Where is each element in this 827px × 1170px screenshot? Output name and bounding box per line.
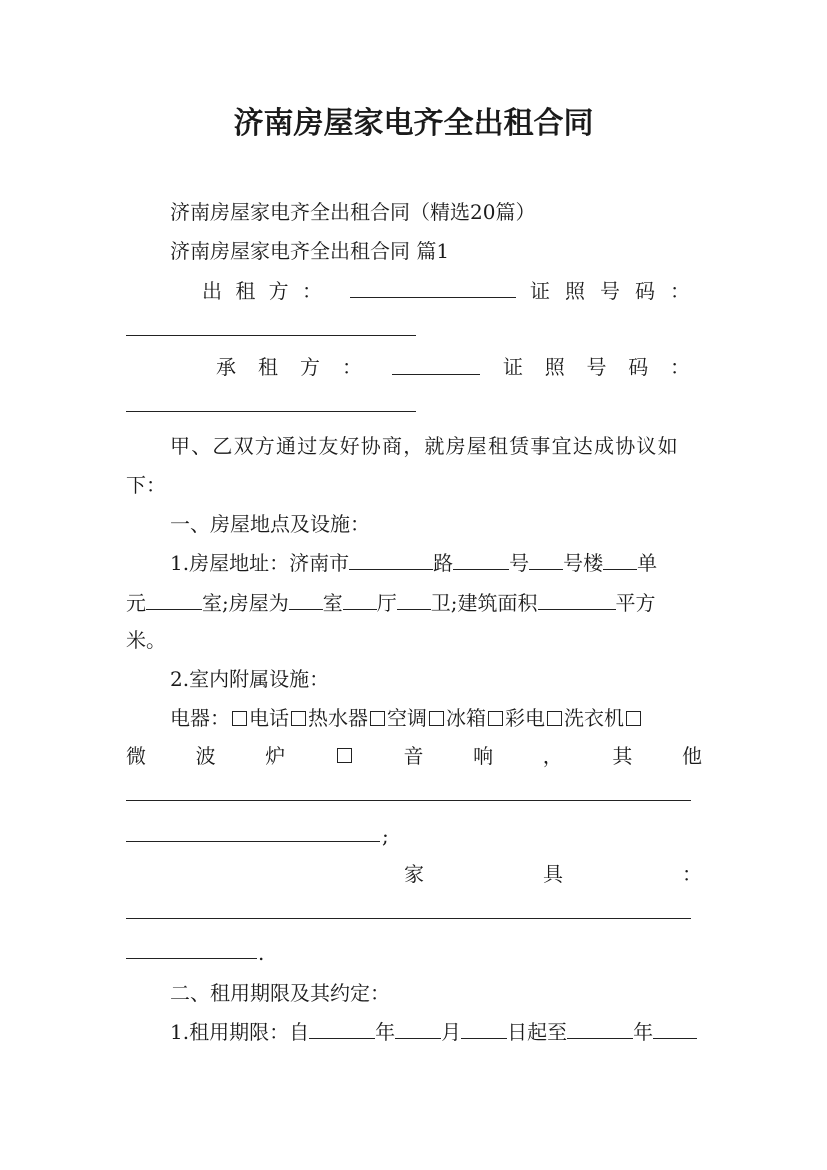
lessee-name-blank[interactable] <box>392 374 480 375</box>
lessor-name-blank[interactable] <box>350 297 516 298</box>
lessor-id-label: 证 照 号 码 ： <box>530 279 690 303</box>
address-line-2: 元 室;房屋为 室 厅 卫;建筑面积 平方 <box>126 591 656 615</box>
section-1-title: 一、房屋地点及设施： <box>170 512 370 536</box>
furniture-label: 家 具 ： <box>404 862 702 886</box>
hall-count-blank[interactable] <box>343 589 377 610</box>
washer-checkbox[interactable] <box>547 711 562 726</box>
start-month-blank[interactable] <box>395 1018 441 1039</box>
appliances-other-blank-1[interactable] <box>126 800 691 801</box>
furniture-blank-1[interactable] <box>126 918 691 919</box>
appliances-line-1: 电器： 电话 热水器 空调 冰箱 彩电 洗衣机 <box>170 704 643 732</box>
room-count-blank[interactable] <box>289 589 323 610</box>
term-line: 1.租用期限：自 年 月 日起至 年 <box>170 1018 697 1046</box>
tv-checkbox[interactable] <box>488 711 503 726</box>
section-heading: 济南房屋家电齐全出租合同 篇1 <box>170 239 450 263</box>
appliances-line-2: 微 波 炉 音 响 ， 其 他 <box>126 744 702 768</box>
address-line-1: 1.房屋地址：济南市 路 号 号楼 单 <box>170 551 658 575</box>
fridge-checkbox[interactable] <box>429 711 444 726</box>
furniture-period: . <box>258 941 265 965</box>
document-title: 济南房屋家电齐全出租合同 <box>233 106 594 141</box>
appliances-semicolon: ; <box>382 824 389 848</box>
lessor-id-blank[interactable] <box>126 335 416 336</box>
air-conditioner-checkbox[interactable] <box>370 711 385 726</box>
lessee-id-blank[interactable] <box>126 411 416 412</box>
start-day-blank[interactable] <box>461 1018 507 1039</box>
bath-count-blank[interactable] <box>397 589 431 610</box>
start-year-blank[interactable] <box>309 1018 375 1039</box>
area-blank[interactable] <box>538 589 616 610</box>
city-road-blank[interactable] <box>349 549 433 570</box>
lessor-label: 出 租 方 ： <box>202 279 322 303</box>
room-number-blank[interactable] <box>146 589 202 610</box>
microwave-checkbox[interactable] <box>626 711 641 726</box>
speaker-checkbox[interactable] <box>337 748 352 763</box>
end-month-blank[interactable] <box>653 1018 697 1039</box>
road-number-blank[interactable] <box>453 549 509 570</box>
building-blank[interactable] <box>529 549 563 570</box>
end-year-blank[interactable] <box>567 1018 633 1039</box>
phone-checkbox[interactable] <box>232 711 247 726</box>
address-line-3: 米。 <box>126 628 166 652</box>
lessee-id-label: 证 照 号 码 ： <box>503 355 690 379</box>
unit-blank[interactable] <box>603 549 637 570</box>
intro-line-2: 下： <box>126 473 166 497</box>
document-subtitle: 济南房屋家电齐全出租合同（精选20篇） <box>170 200 536 224</box>
section-2-title: 二、租用期限及其约定： <box>170 981 390 1005</box>
lessee-label: 承 租 方 ： <box>216 355 362 379</box>
intro-line-1: 甲、乙双方通过友好协商，就房屋租赁事宜达成协议如 <box>170 434 679 458</box>
section-1-item-2: 2.室内附属设施： <box>170 667 330 691</box>
water-heater-checkbox[interactable] <box>291 711 306 726</box>
appliances-other-blank-2[interactable] <box>126 841 380 842</box>
furniture-blank-2[interactable] <box>126 958 257 959</box>
